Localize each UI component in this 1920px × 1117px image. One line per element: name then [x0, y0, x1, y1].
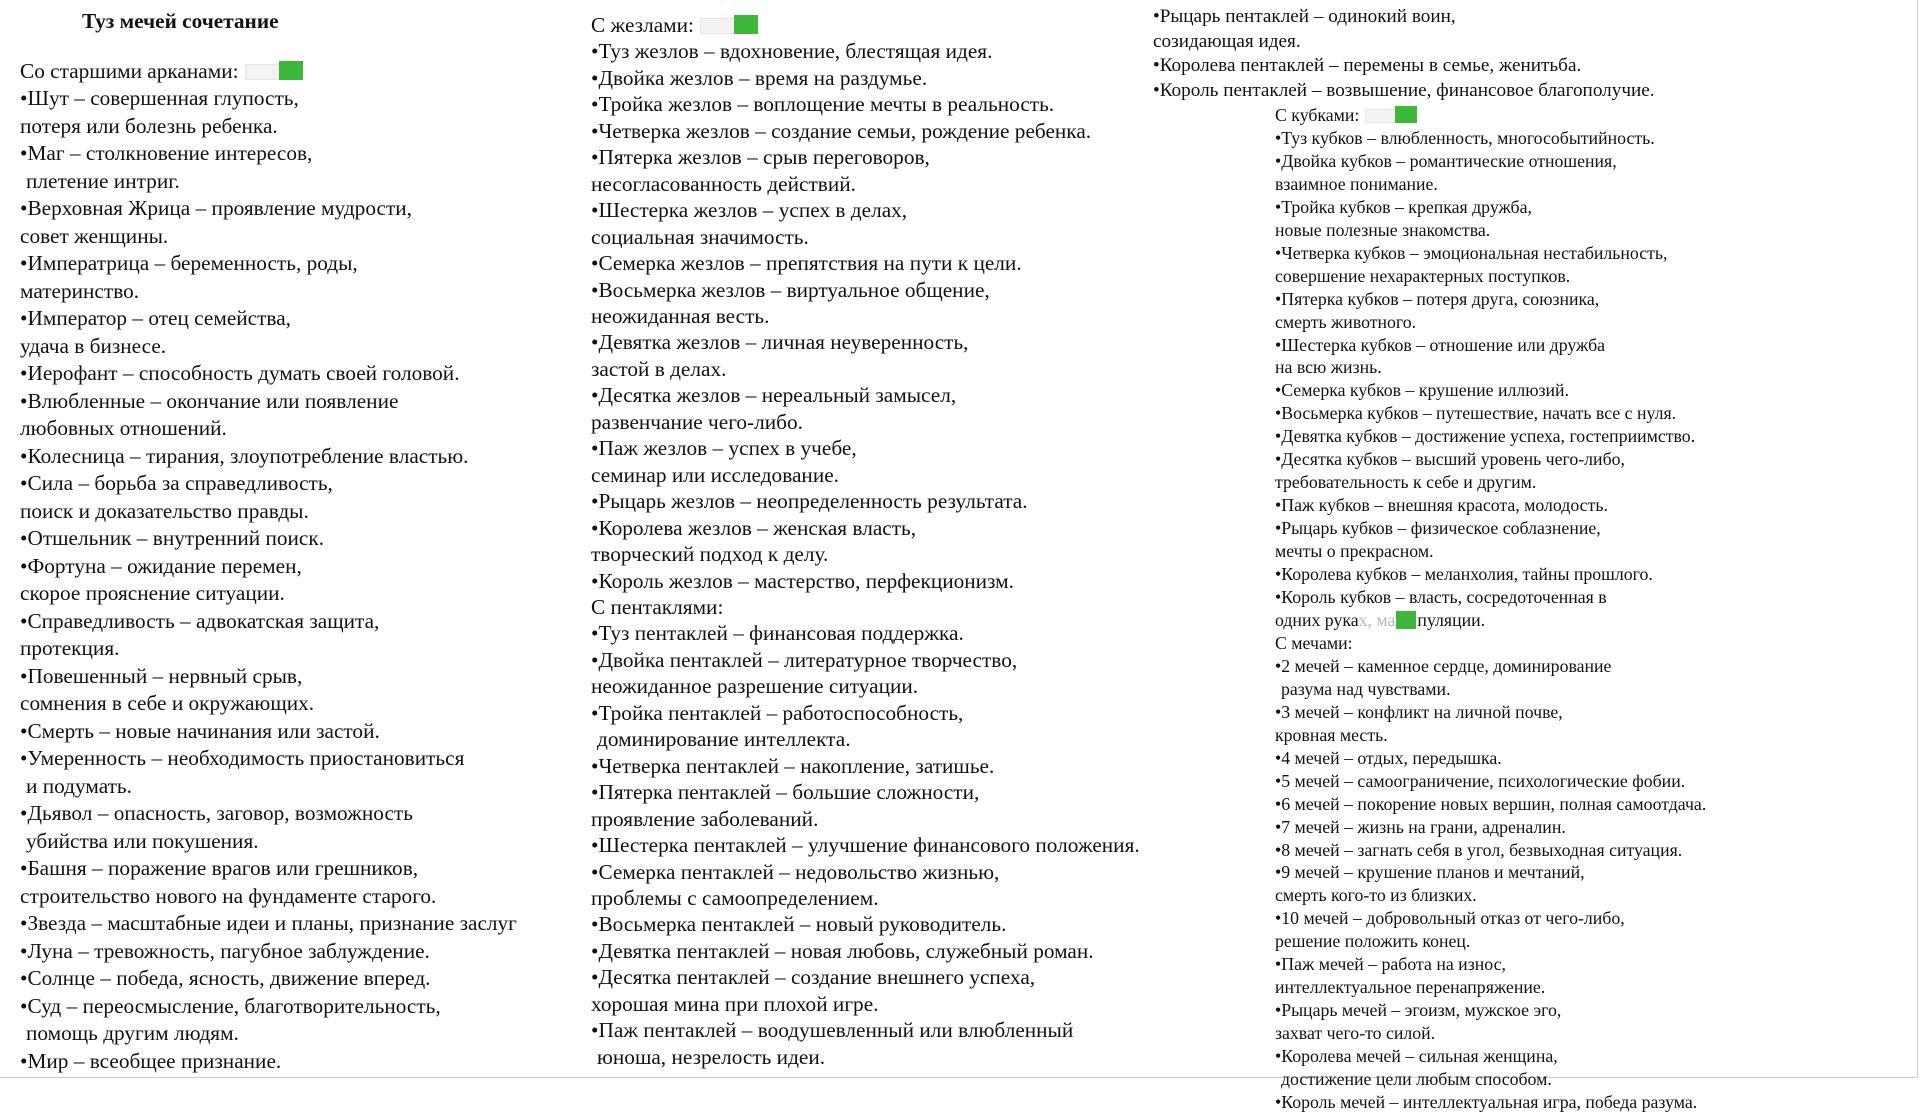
list-item: •Король мечей – интеллектуальная игра, победа разума. [1275, 1091, 1698, 1112]
list-item: на всю жизнь. [1275, 357, 1382, 378]
list-item: юноша, незрелость идеи. [597, 1044, 826, 1069]
list-item: •Справедливость – адвокатская защита, [20, 608, 380, 633]
list-item: скорое прояснение ситуации. [20, 581, 285, 605]
list-item: •Девятка кубков – достижение успеха, гостеприимство. [1275, 426, 1696, 447]
list-item: •Туз кубков – влюбленность, многособытийность. [1275, 127, 1655, 148]
list-item: сомнения в себе и окружающих. [20, 691, 315, 715]
list-item: •Двойка кубков – романтические отношения, [1275, 150, 1617, 171]
list-item: •Умеренность – необходимость приостановиться [20, 746, 465, 770]
page-title: Туз мечей сочетание [82, 9, 279, 33]
section-heading-swords: С мечами: [1275, 632, 1353, 653]
list-item: •Восьмерка кубков – путешествие, начать все с нуля. [1275, 403, 1677, 424]
list-item: •Четверка жезлов – создание семьи, рождение ребенка. [591, 118, 1092, 143]
list-item: •Семерка жезлов – препятствия на пути к цели. [591, 251, 1022, 276]
list-item: •Луна – тревожность, пагубное заблуждение. [20, 938, 430, 963]
list-item: •Король жезлов – мастерство, перфекционизм. [591, 568, 1014, 593]
list-item: •Рыцарь жезлов – неопределенность результата. [591, 489, 1028, 514]
list-item: проявление заболеваний. [591, 806, 819, 831]
list-item: хорошая мина при плохой игре. [591, 991, 879, 1016]
highlight-marker-icon [245, 61, 303, 80]
column-pentacles-continued [1153, 5, 1655, 103]
list-item: разума над чувствами. [1281, 678, 1451, 699]
list-item: •Рыцарь пентаклей – одинокий воин, [1153, 6, 1456, 27]
list-item: •Солнце – победа, ясность, движение вперед. [20, 966, 431, 990]
list-item: неожиданная весть. [591, 303, 770, 328]
list-item: •6 мечей – покорение новых вершин, полная самоотдача. [1275, 793, 1707, 814]
list-item: потеря или болезнь ребенка. [20, 113, 278, 138]
list-item: •Император – отец семейства, [20, 306, 291, 330]
list-item: •Паж жезлов – успех в учебе, [591, 436, 857, 461]
list-item: •Десятка жезлов – нереальный замысел, [591, 383, 957, 408]
list-item: •Двойка пентаклей – литературное творчество, [591, 647, 1018, 672]
list-item: •Шестерка кубков – отношение или дружба [1275, 334, 1606, 355]
list-item: смерть кого-то из близких. [1275, 885, 1477, 906]
section-heading-pentacles: С пентаклями: [591, 594, 724, 619]
list-item: развенчание чего-либо. [591, 409, 803, 434]
list-item: •3 мечей – конфликт на личной почве, [1275, 701, 1563, 722]
list-item: материнство. [20, 278, 140, 303]
list-item: •8 мечей – загнать себя в угол, безвыходная ситуация. [1275, 839, 1683, 860]
swords-list [1275, 655, 1706, 1114]
list-item: смерть животного. [1275, 311, 1417, 332]
list-item: •Башня – поражение врагов или грешников, [20, 856, 419, 880]
list-item: •Девятка жезлов – личная неуверенность, [591, 330, 969, 355]
cups-list [1275, 127, 1706, 609]
list-item: •Тройка жезлов – воплощение мечты в реальность. [591, 92, 1055, 117]
list-item: •Колесница – тирания, злоупотребление властью. [20, 443, 469, 468]
list-item: кровная месть. [1275, 724, 1388, 745]
list-item: созидающая идея. [1153, 30, 1301, 52]
list-item: •Восьмерка пентаклей – новый руководитель. [591, 912, 1007, 937]
highlight-marker-icon [700, 15, 758, 34]
list-item: интеллектуальное перенапряжение. [1275, 977, 1546, 998]
list-item: •Паж пентаклей – воодушевленный или влюбленный [591, 1018, 1074, 1043]
list-item: •Десятка кубков – высший уровень чего-либо, [1275, 449, 1625, 470]
list-item: протекция. [20, 636, 120, 660]
list-item: •Суд – переосмысление, благотворительность, [20, 993, 441, 1018]
list-item: •Пятерка жезлов – срыв переговоров, [591, 145, 930, 170]
list-item: •2 мечей – каменное сердце, доминирование [1275, 655, 1612, 676]
list-item: •Королева пентаклей – перемены в семье, женитьба. [1153, 55, 1582, 76]
list-item: семинар или исследование. [591, 462, 839, 487]
list-item: •5 мечей – самоограничение, психологические фобии. [1275, 770, 1686, 791]
list-item: решение положить конец. [1275, 931, 1471, 952]
list-item: •4 мечей – отдых, передышка. [1275, 747, 1502, 768]
column-major-arcana [20, 8, 517, 1075]
list-item: •Пятерка кубков – потеря друга, союзника, [1275, 288, 1600, 309]
list-item: строительство нового на фундаменте старого. [20, 883, 437, 908]
list-item: •Четверка кубков – эмоциональная нестабильность, [1275, 242, 1668, 263]
list-item: •Маг – столкновение интересов, [20, 141, 313, 165]
list-item: •Тройка пентаклей – работоспособность, [591, 700, 964, 725]
section-heading-major: Со старшими арканами: [20, 58, 517, 86]
list-item: убийства или покушения. [26, 828, 259, 853]
list-item: •Смерть – новые начинания или застой. [20, 718, 380, 743]
major-arcana-list [20, 85, 517, 1075]
list-item: неожиданное разрешение ситуации. [591, 674, 919, 699]
list-item: •Король кубков – власть, сосредоточенная в [1275, 587, 1607, 608]
list-item: •Влюбленные – окончание или появление [20, 388, 399, 413]
list-item: поиск и доказательство правды. [20, 498, 309, 523]
list-item: •Императрица – беременность, роды, [20, 251, 358, 275]
column-wands-pentacles [591, 12, 1140, 1070]
list-item: •Семерка кубков – крушение иллюзий. [1275, 380, 1570, 401]
section-heading-cups: С кубками: [1275, 104, 1706, 127]
list-item: застой в делах. [591, 356, 727, 381]
section-heading-wands: С жезлами: [591, 12, 1140, 38]
list-item: •Туз жезлов – вдохновение, блестящая идея. [591, 39, 993, 64]
list-item: •Восьмерка жезлов – виртуальное общение, [591, 277, 990, 302]
column-cups-swords [1275, 104, 1706, 1114]
list-item: совершение нехарактерных поступков. [1275, 265, 1571, 286]
list-item: •Шестерка пентаклей – улучшение финансового положения. [591, 833, 1140, 858]
list-item: захват чего-то силой. [1275, 1023, 1436, 1044]
list-item: •Фортуна – ожидание перемен, [20, 553, 302, 578]
list-item: •Иерофант – способность думать своей головой. [20, 361, 460, 385]
list-item: •Королева жезлов – женская власть, [591, 515, 917, 540]
wands-list [591, 38, 1140, 594]
list-item: любовных отношений. [20, 416, 227, 440]
list-item: •Двойка жезлов – время на раздумье. [591, 65, 928, 90]
list-item: совет женщины. [20, 223, 169, 248]
list-item: •Туз пентаклей – финансовая поддержка. [591, 621, 964, 646]
list-item: •Четверка пентаклей – накопление, затишье. [591, 753, 995, 778]
list-item: и подумать. [26, 773, 132, 798]
list-item: •Рыцарь кубков – физическое соблазнение, [1275, 518, 1601, 539]
list-item: •Шут – совершенная глупость, [20, 86, 299, 110]
list-item: •Королева кубков – меланхолия, тайны прошлого. [1275, 564, 1653, 585]
list-item: •Звезда – масштабные идеи и планы, признание заслуг [20, 911, 517, 935]
list-item: требовательность к себе и другим. [1275, 472, 1537, 493]
list-item: •Королева мечей – сильная женщина, [1275, 1046, 1558, 1067]
list-item: •Верховная Жрица – проявление мудрости, [20, 196, 412, 220]
list-item: взаимное понимание. [1275, 173, 1438, 194]
list-item: плетение интриг. [26, 168, 180, 193]
list-item: помощь другим людям. [26, 1021, 239, 1045]
list-item: творческий подход к делу. [591, 542, 829, 567]
list-item: •Десятка пентаклей – создание внешнего успеха, [591, 965, 1036, 990]
pentacles-continued-list [1153, 5, 1655, 103]
list-item: мечты о прекрасном. [1275, 541, 1434, 562]
list-item: •7 мечей – жизнь на грани, адреналин. [1275, 816, 1566, 837]
list-item: доминирование интеллекта. [597, 727, 851, 752]
list-item: •Отшельник – внутренний поиск. [20, 526, 325, 550]
list-item: •Паж кубков – внешняя красота, молодость. [1275, 495, 1608, 516]
highlight-marker-icon [1396, 611, 1416, 629]
cups-last-line: одних руках, ма пуляции. [1275, 609, 1486, 630]
list-item: •Пятерка пентаклей – большие сложности, [591, 780, 980, 805]
list-item: удача в бизнесе. [20, 333, 167, 358]
list-item: достижение цели любым способом. [1281, 1069, 1552, 1090]
list-item: •Рыцарь мечей – эгоизм, мужское эго, [1275, 1000, 1562, 1021]
list-item: •10 мечей – добровольный отказ от чего-либо, [1275, 908, 1625, 929]
pentacles-list [591, 620, 1140, 1070]
list-item: •Шестерка жезлов – успех в делах, [591, 198, 908, 223]
list-item: •Повешенный – нервный срыв, [20, 663, 303, 688]
list-item: •Мир – всеобщее признание. [20, 1048, 282, 1073]
list-item: проблемы с самоопределением. [591, 885, 879, 910]
list-item: •9 мечей – крушение планов и мечтаний, [1275, 862, 1585, 883]
list-item: социальная значимость. [591, 224, 809, 249]
list-item: несогласованность действий. [591, 171, 856, 196]
highlight-marker-icon [1365, 106, 1417, 123]
list-item: •Тройка кубков – крепкая дружба, [1275, 196, 1532, 217]
list-item: •Семерка пентаклей – недовольство жизнью, [591, 859, 1000, 884]
list-item: •Девятка пентаклей – новая любовь, служебный роман. [591, 938, 1094, 963]
list-item: •Король пентаклей – возвышение, финансовое благополучие. [1153, 79, 1655, 101]
list-item: новые полезные знакомства. [1275, 219, 1491, 240]
list-item: •Дьявол – опасность, заговор, возможность [20, 801, 413, 825]
list-item: •Сила – борьба за справедливость, [20, 471, 333, 495]
list-item: •Паж мечей – работа на износ, [1275, 954, 1506, 975]
